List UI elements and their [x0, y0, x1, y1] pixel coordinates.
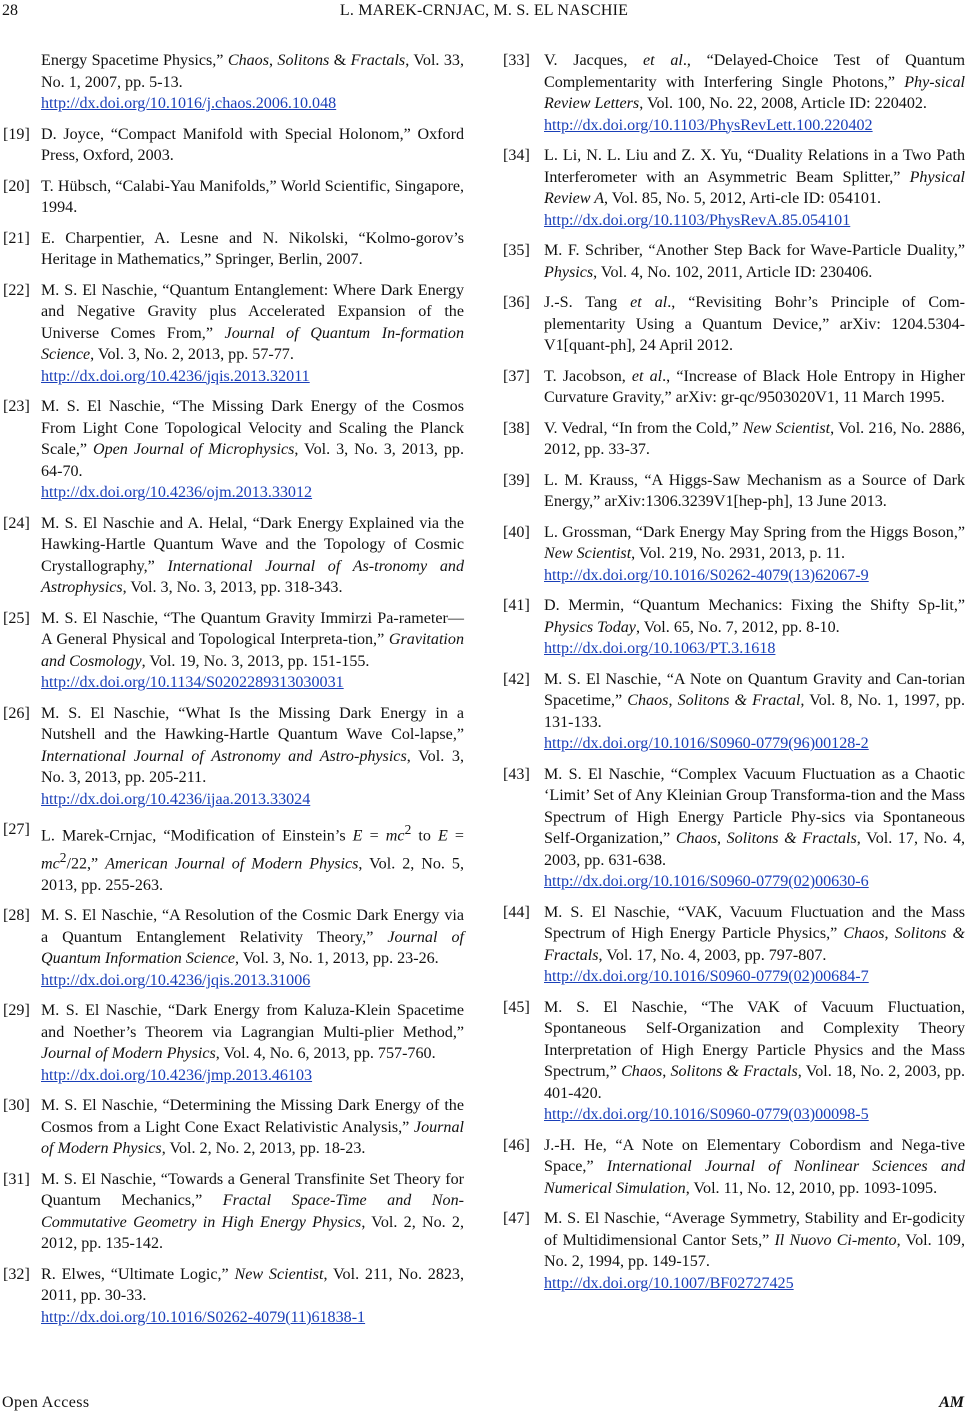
reference-number: [22] [3, 281, 30, 299]
citation-text: , [268, 52, 278, 69]
italic-text: Journal of Modern Physics [41, 1045, 216, 1063]
reference-citation [41, 396, 464, 482]
italic-text: Journal of Quantum In-formation Science [41, 324, 464, 363]
reference-number: [28] [3, 907, 30, 925]
reference-citation [41, 513, 464, 599]
doi-link[interactable]: http://dx.doi.org/10.1103/PhysRevLett.100.220402 [544, 116, 873, 134]
reference-entry [0, 124, 464, 167]
citation-text: M. S. El Naschie and A. Helal, “Dark Energy Explained via the Hawking-Hartle Quantum Wave and the Topology of Cosmic Crystallography,” [41, 514, 464, 575]
reference-entry [0, 1169, 464, 1255]
page-number: 28 [2, 2, 18, 19]
italic-text: mc [385, 827, 405, 845]
reference-entry [0, 905, 464, 991]
reference-number: [26] [3, 704, 30, 722]
reference-body [544, 50, 965, 136]
reference-number: [23] [3, 398, 30, 415]
doi-link[interactable]: http://dx.doi.org/10.1103/PhysRevA.85.054101 [544, 211, 851, 229]
reference-body [41, 1000, 464, 1086]
citation-text: M. S. El Naschie, “Quantum Entanglement: Where Dark Energy and Negative Gravity plus Accelerated Expansion of the Universe Comes From,” [41, 281, 464, 342]
reference-number: [20] [3, 177, 30, 195]
citation-text: J.-H. He, “A Note on Elementary Cobordism and Nega-tive Space,” [544, 1136, 965, 1175]
citation-text: , Vol. 18, No. 2, 2003, pp. 401-420. [544, 1063, 966, 1102]
citation-text: , Vol. 2, No. 5, 2013, pp. 255-263. [41, 855, 465, 894]
reference-number: [39] [503, 471, 530, 489]
reference-number: [19] [3, 125, 30, 143]
reference-entry [0, 703, 464, 811]
citation-text: , Vol. 85, No. 5, 2012, Arti-cle ID: 054101. [604, 190, 882, 207]
reference-number: [25] [3, 609, 30, 627]
reference-citation [544, 470, 965, 513]
citation-text: , Vol. 65, No. 7, 2012, pp. 8-10. [635, 618, 840, 636]
reference-number: [41] [503, 597, 530, 614]
reference-number: [38] [503, 419, 530, 437]
reference-body [544, 764, 965, 893]
reference-citation [41, 703, 464, 789]
reference-body [41, 50, 464, 115]
citation-text: Vol. 8, No. 1, 1997, pp. 131-133. [544, 692, 965, 731]
citation-text: D. Mermin, “Quantum Mechanics: Fixing the Shifty Sp-lit,” [544, 597, 965, 614]
citation-text: Energy Spacetime Physics,” [41, 52, 228, 69]
reference-body [41, 176, 464, 219]
reference-citation [41, 228, 464, 271]
italic-text: New Scientist [234, 1265, 324, 1283]
reference-body [544, 902, 965, 988]
reference-citation [41, 1095, 464, 1160]
reference-citation [544, 902, 965, 967]
reference-citation [544, 240, 965, 283]
reference-body [41, 1264, 464, 1329]
reference-number: [47] [503, 1210, 530, 1227]
citation-text: V. Vedral, “In from the Cold,” [544, 419, 743, 437]
doi-link[interactable]: http://dx.doi.org/10.1016/j.chaos.2006.10.048 [41, 95, 337, 112]
citation-text: V. Jacques, [544, 52, 644, 69]
citation-text: T. Hübsch, “Calabi-Yau Manifolds,” World Scientific, Singapore, 1994. [41, 177, 464, 216]
reference-citation [41, 819, 464, 896]
italic-text: Fractals [350, 52, 406, 69]
footer-journal-abbrev: AM [939, 1394, 964, 1411]
reference-entry [503, 470, 965, 513]
italic-text: Open Journal of Microphysics [92, 441, 295, 458]
italic-text: Phy-sical Review Letters [544, 73, 965, 112]
italic-text: Solitons [277, 52, 330, 69]
reference-body [41, 905, 464, 991]
reference-entry [0, 1095, 464, 1160]
italic-text: et al [631, 367, 663, 385]
italic-text: American Journal of Modern Physics [105, 855, 359, 873]
citation-text: J.-S. Tang [544, 294, 631, 311]
reference-entry [0, 1264, 464, 1329]
citation-text: M. S. El Naschie, “A Resolution of the Cosmic Dark Energy via a Quantum Entanglement Relativity Theory,” [41, 907, 464, 946]
citation-text: , Vol. 11, No. 12, 2010, pp. 1093-1095. [685, 1179, 938, 1197]
citation-text: M. S. El Naschie, “Towards a General Transfinite Set Theory for Quantum Mechanics,” [41, 1170, 464, 1210]
citation-text: M. S. El Naschie, “VAK, Vacuum Fluctuation and the Mass Spectrum of High Energy Particle Physics,” [544, 903, 965, 942]
reference-entry [0, 819, 464, 896]
italic-text: New Scientist [742, 419, 831, 437]
reference-citation [41, 608, 464, 673]
reference-body [41, 396, 464, 504]
citation-text: M. F. Schriber, “Another Step Back for Wave-Particle Duality,” [544, 242, 965, 259]
reference-number: [44] [503, 903, 530, 921]
superscript: 2 [404, 822, 412, 837]
reference-entry [0, 608, 464, 694]
doi-link[interactable]: http://dx.doi.org/10.1134/S0202289313030031 [41, 674, 344, 691]
reference-entry [0, 50, 464, 115]
reference-body [544, 522, 965, 587]
reference-body [544, 240, 965, 283]
citation-text: to [411, 827, 438, 845]
italic-text: International Journal of As-tronomy and Astrophysics [41, 557, 464, 596]
citation-text: , [884, 925, 895, 942]
citation-text: M. S. El Naschie, “The Quantum Gravity Immirzi Pa-rameter—A General Physical and Topological Interpreta-tion,” [41, 609, 464, 648]
citation-text: , Vol. 17, No. 4, 2003, pp. 631-638. [544, 830, 966, 869]
citation-text: , Vol. 3, No. 3, 2013, pp. 64-70. [41, 441, 465, 480]
citation-text: L. Li, N. L. Liu and Z. X. Yu, “Duality Relations in a Two Path Interferometer with an Asymmetric Beam Splitter,” [544, 147, 965, 186]
reference-citation [41, 50, 464, 93]
italic-text: E [437, 827, 448, 845]
reference-number: [21] [3, 229, 30, 247]
reference-number: [27] [3, 821, 30, 838]
doi-link[interactable]: http://dx.doi.org/10.1016/S0262-4079(11)61838-1 [41, 1308, 366, 1326]
reference-citation [41, 905, 464, 970]
reference-number: [43] [503, 765, 530, 783]
reference-body [41, 608, 464, 694]
italic-text: Journal of Quantum Information Science [41, 928, 465, 968]
doi-link[interactable]: http://dx.doi.org/10.1016/S0960-0779(02)00684-7 [544, 968, 869, 985]
reference-citation [544, 1208, 965, 1273]
italic-text: E [352, 827, 363, 845]
reference-citation [544, 292, 965, 357]
reference-entry [0, 1000, 464, 1086]
reference-entry [0, 396, 464, 504]
citation-text: M. S. El Naschie, “Determining the Missing Dark Energy of the Cosmos from a Light Cone Exact Relativistic Analysis,” [41, 1097, 464, 1136]
reference-number: [42] [503, 670, 530, 688]
italic-text: Physics Today [544, 618, 636, 636]
citation-text: , Vol. 3, No. 2, 2013, pp. 57-77. [90, 346, 294, 363]
reference-number: [34] [503, 147, 530, 164]
citation-text: , Vol. 2, No. 2, 2012, pp. 135-142. [41, 1213, 464, 1253]
reference-number: [31] [3, 1170, 30, 1188]
italic-text: et al [630, 294, 668, 311]
citation-text: , Vol. 3, No. 3, 2013, pp. 318-343. [122, 579, 343, 596]
reference-body [41, 703, 464, 811]
reference-citation [544, 366, 965, 409]
italic-text: Gravitation and Cosmology [41, 631, 464, 670]
citation-text: /22,” [66, 855, 106, 873]
citation-text: L. Marek-Crnjac, “Modification of Einstein’s [41, 827, 353, 845]
italic-text: Solitons & Fractal, [677, 692, 805, 709]
italic-text: Journal of Modern Physics [41, 1118, 464, 1158]
reference-body [544, 669, 965, 755]
citation-text: , Vol. 3, No. 3, 2013, pp. 205-211. [41, 747, 464, 786]
citation-text: M. S. El Naschie, “The Missing Dark Energy of the Cosmos From Light Cone Topological Velocity and Scaling the Planck Scale,” [41, 398, 464, 458]
citation-text: , Vol. 4, No. 102, 2011, Article ID: 230406. [593, 263, 873, 281]
italic-text: Il Nuovo Ci-mento [774, 1231, 897, 1249]
citation-text: M. S. El Naschie, “Complex Vacuum Fluctuation as a Chaotic ‘Limit’ Set of Any Kleinian Group Transforma-tion and the Mass Spectrum of High Energy Particle Phy-sics via Spontaneous Self-Organization,” [544, 765, 965, 847]
citation-text: = [447, 827, 464, 845]
reference-entry [503, 145, 965, 231]
citation-text: M. S. El Naschie, “The VAK of Vacuum Fluctuation, Spontaneous Self-Organization and Complexity Theory Interpretation of High Energy Particle Physics and the Mass Spectrum,” [544, 998, 965, 1080]
italic-text: International Journal of Nonlinear Sciences and Numerical Simulation [544, 1158, 965, 1197]
page-footer [0, 1392, 968, 1412]
reference-citation [41, 1000, 464, 1065]
citation-text: , Vol. 17, No. 4, 2003, pp. 797-807. [598, 946, 827, 964]
reference-number: [46] [503, 1136, 530, 1154]
reference-number: [37] [503, 367, 530, 385]
doi-link[interactable]: http://dx.doi.org/10.4236/jmp.2013.46103 [41, 1066, 313, 1084]
citation-text: ., “Revisiting Bohr’s Principle of Com-plementarity Using a Quantum Device,” arXiv: 1204.5304-V1[quant-ph], 24 April 2012. [544, 294, 965, 354]
reference-entry [0, 280, 464, 388]
doi-link[interactable]: http://dx.doi.org/10.4236/ijaa.2013.33024 [41, 790, 311, 808]
reference-body [41, 124, 464, 167]
citation-text: ., “Delayed-Choice Test of Quantum Complementarity with Interfering Single Photons,” [544, 52, 965, 91]
reference-citation [544, 669, 965, 734]
reference-number: [40] [503, 523, 530, 541]
reference-citation [544, 595, 965, 638]
citation-text: , [716, 830, 727, 847]
reference-citation [41, 124, 464, 167]
reference-number: [33] [503, 52, 530, 69]
citation-text: , Vol. 216, No. 2886, 2012, pp. 33-37. [544, 419, 966, 458]
citation-text: , Vol. 33, No. 1, 2007, pp. 5-13. [41, 52, 464, 91]
reference-citation [544, 997, 965, 1105]
reference-body [544, 292, 965, 357]
reference-entry [503, 1208, 965, 1294]
reference-entry [503, 50, 965, 136]
reference-number: [35] [503, 242, 530, 259]
reference-entry [503, 522, 965, 587]
citation-text: , Vol. 211, No. 2823, 2011, pp. 30-33. [41, 1265, 464, 1305]
italic-text: Chaos [843, 925, 885, 942]
reference-entry [0, 176, 464, 219]
citation-text: ., “Increase of Black Hole Entropy in Higher Curvature Gravity,” arXiv: gr-qc/9503020V1, 11 March 1995. [544, 367, 965, 406]
reference-number: [32] [3, 1265, 30, 1283]
citation-text: E. Charpentier, A. Lesne and N. Nikolski, “Kolmo-gorov’s Heritage in Mathematics,” Springer, Berlin, 2007. [41, 229, 464, 268]
reference-citation [544, 145, 965, 210]
citation-text: T. Jacobson, [544, 367, 632, 385]
citation-text: R. Elwes, “Ultimate Logic,” [41, 1265, 235, 1283]
citation-text: , Vol. 2, No. 2, 2013, pp. 18-23. [161, 1140, 366, 1158]
reference-citation [544, 418, 965, 461]
footer-open-access: Open Access [2, 1394, 90, 1411]
reference-body [544, 1208, 965, 1294]
italic-text: mc [41, 855, 60, 873]
citation-text: M. S. El Naschie, “Average Symmetry, Stability and Er-godicity of Multidimensional Cantor Sets,” [544, 1210, 965, 1249]
italic-text: Solitons & Fractals [544, 925, 966, 964]
reference-body [544, 366, 965, 409]
reference-entry [503, 240, 965, 283]
citation-text: , Vol. 19, No. 3, 2013, pp. 151-155. [141, 652, 370, 670]
doi-link[interactable]: http://dx.doi.org/10.1016/S0960-0779(02)00630-6 [544, 873, 869, 890]
reference-body [544, 997, 965, 1126]
reference-entry [503, 669, 965, 755]
italic-text: Solitons & Fractals [726, 830, 857, 847]
citation-text: , [662, 1063, 671, 1080]
italic-text: Chaos [675, 830, 717, 847]
italic-text: Chaos [621, 1063, 663, 1080]
doi-link[interactable]: http://dx.doi.org/10.4236/jqis.2013.32011 [41, 367, 310, 385]
reference-body [544, 470, 965, 513]
citation-text: M. S. El Naschie, “What Is the Missing Dark Energy in a Nutshell and the Hawking-Hartle Quantum Wave Col-lapse,” [41, 704, 464, 743]
citation-text: = [362, 827, 386, 845]
reference-citation [544, 522, 965, 565]
citation-text: M. S. El Naschie, “A Note on Quantum Gravity and Can-torian Spacetime,” [544, 670, 965, 709]
citation-text: M. S. El Naschie, “Dark Energy from Kaluza-Klein Spacetime and Noether’s Theorem via Lagrangian Multi-plier Method,” [41, 1002, 464, 1041]
reference-entry [503, 366, 965, 409]
doi-link[interactable]: http://dx.doi.org/10.4236/ojm.2013.33012 [41, 484, 313, 501]
reference-citation [544, 764, 965, 872]
reference-entry [0, 228, 464, 271]
italic-text: Chaos [627, 692, 669, 709]
reference-number: [24] [3, 514, 30, 532]
reference-body [41, 1169, 464, 1255]
reference-entry [503, 595, 965, 660]
reference-citation [544, 1135, 965, 1200]
reference-body [41, 513, 464, 599]
reference-citation [544, 50, 965, 115]
italic-text: et al [643, 52, 683, 69]
doi-link[interactable]: http://dx.doi.org/10.1007/BF02727425 [544, 1274, 794, 1292]
reference-number: [45] [503, 998, 530, 1016]
reference-number: [36] [503, 294, 530, 311]
reference-entry [0, 513, 464, 599]
reference-entry [503, 418, 965, 461]
italic-text: Chaos [227, 52, 269, 69]
reference-entry [503, 292, 965, 357]
citation-text: , Vol. 219, No. 2931, 2013, p. 11. [631, 545, 846, 562]
italic-text: Physics [544, 263, 594, 281]
reference-body [41, 819, 464, 896]
reference-number: [29] [3, 1002, 30, 1020]
citation-text: D. Joyce, “Compact Manifold with Special Holonom,” Oxford Press, Oxford, 2003. [41, 125, 464, 164]
doi-link[interactable]: http://dx.doi.org/10.1016/S0960-0779(03)00098-5 [544, 1106, 869, 1123]
reference-entry [503, 764, 965, 893]
reference-body [41, 1095, 464, 1160]
citation-text: L. Grossman, “Dark Energy May Spring from the Higgs Boson,” [544, 523, 965, 541]
citation-text: , Vol. 109, No. 2, 1994, pp. 149-157. [544, 1231, 965, 1270]
italic-text: Fractal Space-Time and Non-Commutative Geometry in High Energy Physics [41, 1192, 464, 1231]
reference-body [544, 418, 965, 461]
reference-citation [41, 1169, 464, 1255]
italic-text: International Journal of Astronomy and Astro-physics [41, 747, 407, 765]
reference-body [544, 1135, 965, 1200]
reference-entry [503, 1135, 965, 1200]
citation-text: & [329, 52, 351, 69]
doi-link[interactable]: http://dx.doi.org/10.1016/S0262-4079(13)62067-9 [544, 566, 869, 584]
superscript: 2 [59, 849, 67, 865]
italic-text: Solitons & Fractals [670, 1063, 798, 1080]
citation-text: , Vol. 100, No. 22, 2008, Article ID: 220402. [639, 95, 927, 112]
reference-citation [41, 280, 464, 366]
reference-body [41, 228, 464, 271]
reference-entry [503, 997, 965, 1126]
reference-citation [41, 176, 464, 219]
citation-text: , [668, 692, 678, 709]
reference-body [544, 595, 965, 660]
references-right-column [503, 50, 965, 1303]
citation-text: , Vol. 3, No. 1, 2013, pp. 23-26. [234, 950, 439, 968]
running-head: L. MAREK-CRNJAC, M. S. EL NASCHIE [339, 2, 629, 19]
reference-number: [30] [3, 1097, 30, 1115]
reference-body [544, 145, 965, 231]
reference-citation [41, 1264, 464, 1307]
reference-entry [503, 902, 965, 988]
citation-text: L. M. Krauss, “A Higgs-Saw Mechanism as a Source of Dark Energy,” arXiv:1306.3239V1[hep-ph], 13 June 2013. [544, 471, 965, 510]
citation-text: , Vol. 4, No. 6, 2013, pp. 757-760. [215, 1045, 436, 1063]
italic-text: Physical Review A [544, 168, 965, 207]
doi-link[interactable]: http://dx.doi.org/10.1016/S0960-0779(96)00128-2 [544, 735, 869, 752]
doi-link[interactable]: http://dx.doi.org/10.1063/PT.3.1618 [544, 640, 776, 657]
doi-link[interactable]: http://dx.doi.org/10.4236/jqis.2013.31006 [41, 971, 311, 989]
reference-body [41, 280, 464, 388]
references-left-column [0, 50, 464, 1337]
italic-text: New Scientist [544, 545, 632, 562]
